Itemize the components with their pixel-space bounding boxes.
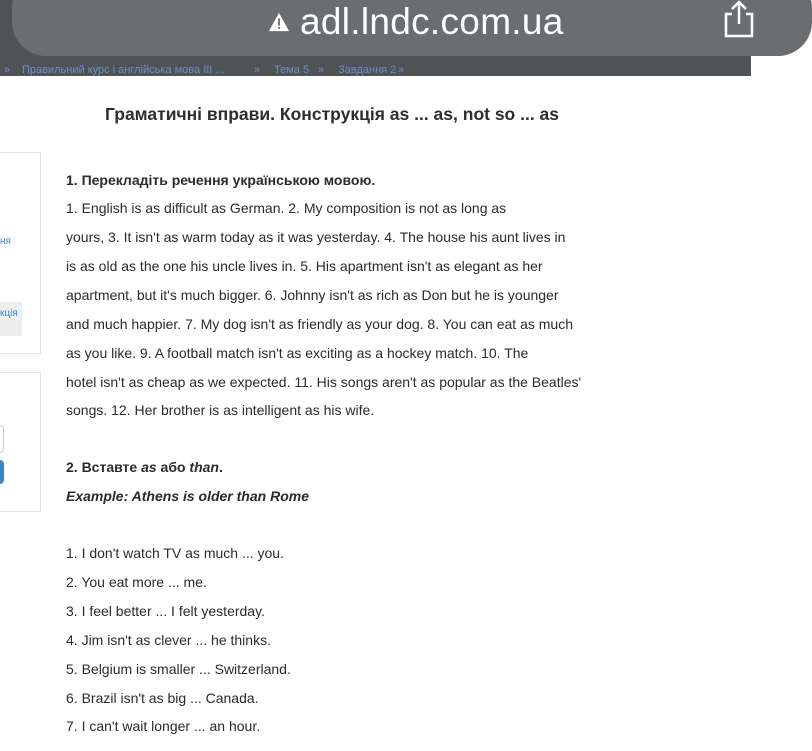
exercise2-item: 1. I don't watch TV as much ... you. (66, 545, 284, 561)
exercise2-item: 4. Jim isn't as clever ... he thinks. (66, 632, 271, 648)
url-display[interactable] (268, 0, 564, 44)
sidebar-search-input[interactable] (0, 425, 4, 453)
exercise1-heading: 1. Перекладіть речення українською мовою. (66, 172, 376, 188)
exercise1-line: 1. English is as difficult as German. 2. My composition is not as long as (66, 200, 507, 216)
exercise2-example: Example: Athens is older than Rome (66, 488, 309, 504)
exercise2-item: 3. I feel better ... I felt yesterday. (66, 603, 265, 619)
exercise2-heading-mid: або (156, 459, 190, 475)
exercise1-line: songs. 12. Her brother is as intelligent as his wife. (66, 402, 375, 418)
exercise1-line: is as old as the one his uncle lives in. 5. His apartment isn't as elegant as her (66, 258, 543, 274)
exercise2-heading (66, 459, 223, 475)
warning-triangle-icon (268, 11, 290, 33)
exercise2-item: 5. Belgium is smaller ... Switzerland. (66, 661, 291, 677)
exercise2-heading-prefix: 2. Вставте (66, 459, 142, 475)
page-title: Граматичні вправи. Конструкція as ... as, not so ... as (105, 104, 560, 124)
sidebar-search-button[interactable] (0, 460, 4, 484)
exercise1-line: as you like. 9. A football match isn't as exciting as a hockey match. 10. The (66, 345, 529, 361)
exercise1-line: apartment, but it's much bigger. 6. Johnny isn't as rich as Don but he is younger (66, 287, 559, 303)
breadcrumb (0, 76, 751, 88)
exercise2-heading-than: than (189, 459, 219, 475)
exercise2-item: 7. I can't wait longer ... an hour. (66, 718, 261, 734)
exercise2-item: 6. Brazil isn't as big ... Canada. (66, 690, 259, 706)
exercise1-line: yours, 3. It isn't as warm today as it was yesterday. 4. The house his aunt lives in (66, 229, 566, 245)
exercise2-heading-as: as (141, 459, 157, 475)
sidebar-link[interactable]: ня (0, 236, 11, 247)
exercise2-heading-end: . (218, 459, 223, 475)
sidebar-link-active[interactable]: кція (0, 308, 18, 319)
exercise1-line: hotel isn't as cheap as we expected. 11. His songs aren't as popular as the Beatles' (66, 374, 582, 390)
share-icon[interactable] (722, 0, 756, 38)
exercise1-line: and much happier. 7. My dog isn't as friendly as your dog. 8. You can eat as much (66, 316, 573, 332)
exercise2-item: 2. You eat more ... me. (66, 574, 207, 590)
sidebar-search-panel (0, 372, 41, 512)
url-text: adl.lndc.com.ua (300, 1, 564, 42)
